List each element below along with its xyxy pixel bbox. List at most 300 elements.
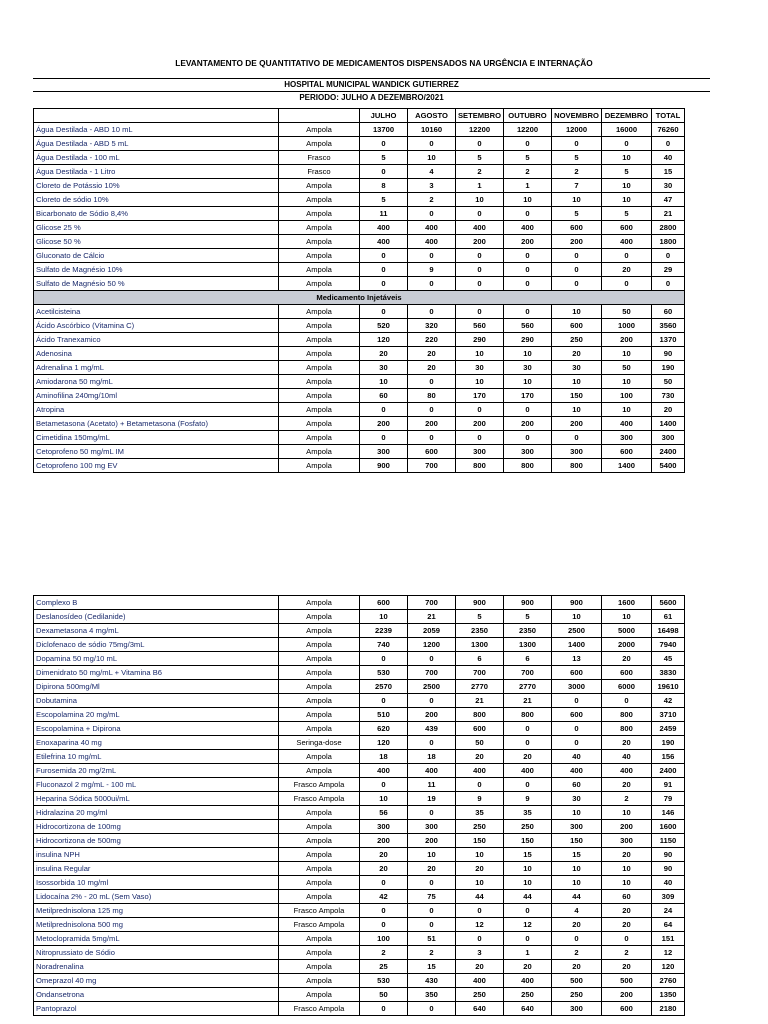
- quantity-cell: 1000: [602, 319, 652, 333]
- quantity-cell: 800: [602, 708, 652, 722]
- quantity-cell: 13: [552, 652, 602, 666]
- quantity-cell: 3: [408, 179, 456, 193]
- quantity-cell: 120: [360, 736, 408, 750]
- quantity-cell: 15: [504, 848, 552, 862]
- quantity-cell: 200: [456, 235, 504, 249]
- quantity-cell: 2: [504, 165, 552, 179]
- quantity-cell: 0: [504, 736, 552, 750]
- quantity-cell: 5: [552, 207, 602, 221]
- unit-type: Ampola: [279, 417, 360, 431]
- medication-name: Bicarbonato de Sódio 8,4%: [34, 207, 279, 221]
- table-row: [34, 193, 685, 207]
- quantity-cell: 2500: [552, 624, 602, 638]
- quantity-cell: 0: [456, 249, 504, 263]
- table-row: [34, 722, 685, 736]
- quantity-cell: 76260: [652, 123, 685, 137]
- quantity-cell: 320: [408, 319, 456, 333]
- quantity-cell: 60: [652, 305, 685, 319]
- quantity-cell: 10: [602, 151, 652, 165]
- quantity-cell: 150: [552, 834, 602, 848]
- quantity-cell: 0: [552, 932, 602, 946]
- table-row: [34, 459, 685, 473]
- quantity-cell: 700: [408, 666, 456, 680]
- table-row: [34, 221, 685, 235]
- medication-name: Isossorbida 10 mg/ml: [34, 876, 279, 890]
- quantity-cell: 5600: [652, 596, 685, 610]
- quantity-cell: 10: [602, 862, 652, 876]
- quantity-cell: 20: [552, 347, 602, 361]
- quantity-cell: 200: [408, 708, 456, 722]
- quantity-cell: 90: [652, 862, 685, 876]
- quantity-cell: 20: [360, 862, 408, 876]
- quantity-cell: 0: [504, 932, 552, 946]
- medication-name: Adenosina: [34, 347, 279, 361]
- period-label: PERIODO: JULHO A DEZEMBRO/2021: [33, 91, 710, 104]
- table-row: [34, 960, 685, 974]
- quantity-cell: 400: [504, 974, 552, 988]
- quantity-cell: 0: [456, 277, 504, 291]
- quantity-cell: 300: [360, 820, 408, 834]
- unit-type: Ampola: [279, 459, 360, 473]
- quantity-cell: 6: [504, 652, 552, 666]
- quantity-cell: 400: [456, 764, 504, 778]
- medication-name: Hidralazina 20 mg/ml: [34, 806, 279, 820]
- quantity-cell: 10160: [408, 123, 456, 137]
- quantity-cell: 2770: [504, 680, 552, 694]
- quantity-cell: 400: [408, 235, 456, 249]
- unit-type: Ampola: [279, 596, 360, 610]
- quantity-cell: 50: [602, 305, 652, 319]
- quantity-cell: 0: [552, 249, 602, 263]
- quantity-cell: 400: [504, 764, 552, 778]
- table-row: [34, 417, 685, 431]
- quantity-cell: 20: [504, 960, 552, 974]
- quantity-cell: 300: [408, 820, 456, 834]
- quantity-cell: 50: [456, 736, 504, 750]
- quantity-cell: 10: [602, 610, 652, 624]
- quantity-cell: 200: [552, 417, 602, 431]
- medication-name: insulina Regular: [34, 862, 279, 876]
- quantity-cell: 16000: [602, 123, 652, 137]
- quantity-cell: 12: [652, 946, 685, 960]
- medication-name: Amiodarona 50 mg/mL: [34, 375, 279, 389]
- medication-name: Ondansetrona: [34, 988, 279, 1002]
- quantity-cell: 20: [602, 918, 652, 932]
- unit-type: Ampola: [279, 249, 360, 263]
- quantity-cell: 12: [456, 918, 504, 932]
- quantity-cell: 300: [552, 445, 602, 459]
- quantity-cell: 600: [552, 221, 602, 235]
- quantity-cell: 2350: [504, 624, 552, 638]
- table-row: [34, 876, 685, 890]
- table-row: [34, 445, 685, 459]
- quantity-cell: 60: [552, 778, 602, 792]
- quantity-cell: 0: [360, 778, 408, 792]
- quantity-cell: 170: [456, 389, 504, 403]
- medication-name: Dobutamina: [34, 694, 279, 708]
- medication-name: Atropina: [34, 403, 279, 417]
- unit-type: Ampola: [279, 610, 360, 624]
- table-row: [34, 375, 685, 389]
- quantity-cell: 3: [456, 946, 504, 960]
- quantity-cell: 0: [504, 722, 552, 736]
- quantity-cell: 0: [552, 694, 602, 708]
- unit-type: Ampola: [279, 974, 360, 988]
- quantity-cell: 200: [408, 834, 456, 848]
- table-row: [34, 736, 685, 750]
- quantity-cell: 21: [456, 694, 504, 708]
- quantity-cell: 0: [408, 277, 456, 291]
- quantity-cell: 35: [456, 806, 504, 820]
- quantity-cell: 0: [456, 263, 504, 277]
- unit-type: Ampola: [279, 277, 360, 291]
- table-row: [34, 778, 685, 792]
- quantity-cell: 13700: [360, 123, 408, 137]
- quantity-cell: 35: [504, 806, 552, 820]
- quantity-cell: 20: [360, 347, 408, 361]
- unit-type: Frasco: [279, 165, 360, 179]
- quantity-cell: 20: [552, 918, 602, 932]
- quantity-cell: 2400: [652, 445, 685, 459]
- quantity-cell: 0: [552, 277, 602, 291]
- quantity-cell: 400: [360, 764, 408, 778]
- quantity-cell: 0: [408, 736, 456, 750]
- quantity-cell: 510: [360, 708, 408, 722]
- quantity-cell: 12200: [504, 123, 552, 137]
- quantity-cell: 40: [652, 151, 685, 165]
- quantity-cell: 0: [360, 165, 408, 179]
- quantity-cell: 10: [504, 375, 552, 389]
- table-row: [34, 946, 685, 960]
- table-row: [34, 666, 685, 680]
- quantity-cell: 1: [504, 946, 552, 960]
- quantity-cell: 0: [652, 137, 685, 151]
- table-row: [34, 918, 685, 932]
- quantity-cell: 18: [408, 750, 456, 764]
- quantity-cell: 530: [360, 666, 408, 680]
- table-row: [34, 680, 685, 694]
- medication-table-page2: [33, 595, 685, 1016]
- quantity-cell: 730: [652, 389, 685, 403]
- quantity-cell: 350: [408, 988, 456, 1002]
- quantity-cell: 0: [504, 277, 552, 291]
- unit-type: Ampola: [279, 876, 360, 890]
- quantity-cell: 3830: [652, 666, 685, 680]
- quantity-cell: 25: [360, 960, 408, 974]
- quantity-cell: 2: [552, 165, 602, 179]
- unit-type: Ampola: [279, 764, 360, 778]
- quantity-cell: 5000: [602, 624, 652, 638]
- quantity-cell: 0: [360, 904, 408, 918]
- quantity-cell: 51: [408, 932, 456, 946]
- quantity-cell: 10: [504, 876, 552, 890]
- table-row: [34, 389, 685, 403]
- quantity-cell: 900: [456, 596, 504, 610]
- quantity-cell: 900: [552, 596, 602, 610]
- quantity-cell: 0: [408, 1002, 456, 1016]
- quantity-cell: 0: [360, 431, 408, 445]
- unit-type: Ampola: [279, 445, 360, 459]
- medication-name: Cloreto de sódio 10%: [34, 193, 279, 207]
- quantity-cell: 0: [552, 263, 602, 277]
- quantity-cell: 21: [652, 207, 685, 221]
- quantity-cell: 10: [456, 347, 504, 361]
- medication-name: Água Destilada - 100 mL: [34, 151, 279, 165]
- quantity-cell: 64: [652, 918, 685, 932]
- hospital-name: HOSPITAL MUNICIPAL WANDICK GUTIERREZ: [33, 78, 710, 91]
- medication-name: Dexametasona 4 mg/mL: [34, 624, 279, 638]
- quantity-cell: 40: [552, 750, 602, 764]
- quantity-cell: 0: [504, 137, 552, 151]
- quantity-cell: 5: [504, 151, 552, 165]
- quantity-cell: 10: [408, 848, 456, 862]
- quantity-cell: 290: [456, 333, 504, 347]
- unit-type: Ampola: [279, 680, 360, 694]
- quantity-cell: 0: [456, 137, 504, 151]
- quantity-cell: 10: [504, 347, 552, 361]
- quantity-cell: 0: [360, 1002, 408, 1016]
- quantity-cell: 7: [552, 179, 602, 193]
- quantity-cell: 20: [652, 403, 685, 417]
- quantity-cell: 21: [408, 610, 456, 624]
- quantity-cell: 6: [456, 652, 504, 666]
- unit-type: Ampola: [279, 389, 360, 403]
- table-row: [34, 904, 685, 918]
- quantity-cell: 300: [360, 445, 408, 459]
- quantity-cell: 5: [602, 165, 652, 179]
- quantity-cell: 200: [602, 988, 652, 1002]
- quantity-cell: 0: [360, 137, 408, 151]
- quantity-cell: 0: [408, 431, 456, 445]
- unit-type: Frasco Ampola: [279, 792, 360, 806]
- quantity-cell: 200: [504, 235, 552, 249]
- quantity-cell: 530: [360, 974, 408, 988]
- quantity-cell: 1150: [652, 834, 685, 848]
- quantity-cell: 44: [456, 890, 504, 904]
- quantity-cell: 800: [456, 708, 504, 722]
- quantity-cell: 42: [360, 890, 408, 904]
- quantity-cell: 2: [456, 165, 504, 179]
- quantity-cell: 20: [602, 652, 652, 666]
- table-row: [34, 263, 685, 277]
- quantity-cell: 20: [360, 848, 408, 862]
- quantity-cell: 5400: [652, 459, 685, 473]
- quantity-cell: 200: [602, 820, 652, 834]
- unit-type: Ampola: [279, 305, 360, 319]
- quantity-cell: 60: [602, 890, 652, 904]
- quantity-cell: 1200: [408, 638, 456, 652]
- table-row: [34, 750, 685, 764]
- quantity-cell: 20: [602, 736, 652, 750]
- table-row: [34, 235, 685, 249]
- medication-name: insulina NPH: [34, 848, 279, 862]
- table-row: [34, 610, 685, 624]
- quantity-cell: 44: [504, 890, 552, 904]
- quantity-cell: 1370: [652, 333, 685, 347]
- table-row: [34, 165, 685, 179]
- unit-type: Ampola: [279, 988, 360, 1002]
- quantity-cell: 40: [602, 750, 652, 764]
- quantity-cell: 0: [552, 431, 602, 445]
- medication-name: Diclofenaco de sódio 75mg/3mL: [34, 638, 279, 652]
- quantity-cell: 0: [652, 249, 685, 263]
- quantity-cell: 200: [360, 834, 408, 848]
- column-header: SETEMBRO: [456, 109, 504, 123]
- quantity-cell: 250: [552, 988, 602, 1002]
- quantity-cell: 800: [504, 708, 552, 722]
- quantity-cell: 42: [652, 694, 685, 708]
- quantity-cell: 0: [602, 249, 652, 263]
- quantity-cell: 20: [602, 263, 652, 277]
- unit-type: Ampola: [279, 946, 360, 960]
- quantity-cell: 12200: [456, 123, 504, 137]
- quantity-cell: 20: [602, 960, 652, 974]
- quantity-cell: 11: [360, 207, 408, 221]
- quantity-cell: 250: [504, 988, 552, 1002]
- quantity-cell: 3710: [652, 708, 685, 722]
- quantity-cell: 15: [552, 848, 602, 862]
- unit-type: Ampola: [279, 235, 360, 249]
- quantity-cell: 10: [456, 193, 504, 207]
- unit-type: Ampola: [279, 960, 360, 974]
- table-row: [34, 361, 685, 375]
- unit-type: Ampola: [279, 347, 360, 361]
- quantity-cell: 10: [408, 151, 456, 165]
- quantity-cell: 2350: [456, 624, 504, 638]
- quantity-cell: 1600: [652, 820, 685, 834]
- quantity-cell: 79: [652, 792, 685, 806]
- quantity-cell: 0: [360, 305, 408, 319]
- quantity-cell: 3560: [652, 319, 685, 333]
- quantity-cell: 151: [652, 932, 685, 946]
- unit-type: Ampola: [279, 708, 360, 722]
- quantity-cell: 0: [408, 904, 456, 918]
- column-header: [279, 109, 360, 123]
- table-row: [34, 305, 685, 319]
- quantity-cell: 10: [360, 375, 408, 389]
- quantity-cell: 2180: [652, 1002, 685, 1016]
- quantity-cell: 400: [456, 221, 504, 235]
- quantity-cell: 30: [552, 361, 602, 375]
- medication-name: Escopolamina 20 mg/mL: [34, 708, 279, 722]
- quantity-cell: 0: [504, 403, 552, 417]
- quantity-cell: 900: [360, 459, 408, 473]
- quantity-cell: 19610: [652, 680, 685, 694]
- medication-name: Hidrocortizona de 500mg: [34, 834, 279, 848]
- unit-type: Seringa-dose: [279, 736, 360, 750]
- quantity-cell: 0: [456, 431, 504, 445]
- quantity-cell: 439: [408, 722, 456, 736]
- quantity-cell: 600: [602, 221, 652, 235]
- column-header: AGOSTO: [408, 109, 456, 123]
- quantity-cell: 400: [602, 417, 652, 431]
- quantity-cell: 0: [408, 652, 456, 666]
- unit-type: Frasco Ampola: [279, 778, 360, 792]
- quantity-cell: 20: [408, 862, 456, 876]
- unit-type: Ampola: [279, 137, 360, 151]
- quantity-cell: 1600: [602, 596, 652, 610]
- medication-name: Pantoprazol: [34, 1002, 279, 1016]
- quantity-cell: 9: [504, 792, 552, 806]
- quantity-cell: 300: [552, 1002, 602, 1016]
- unit-type: Ampola: [279, 263, 360, 277]
- quantity-cell: 2: [552, 946, 602, 960]
- medication-name: Noradrenalina: [34, 960, 279, 974]
- quantity-cell: 0: [602, 137, 652, 151]
- column-header: OUTUBRO: [504, 109, 552, 123]
- quantity-cell: 90: [652, 848, 685, 862]
- quantity-cell: 5: [360, 193, 408, 207]
- medication-name: Omeprazol 40 mg: [34, 974, 279, 988]
- medication-name: Escopolamina + Dipirona: [34, 722, 279, 736]
- quantity-cell: 560: [504, 319, 552, 333]
- unit-type: Ampola: [279, 848, 360, 862]
- column-header: DEZEMBRO: [602, 109, 652, 123]
- medication-name: Dipirona 500mg/Ml: [34, 680, 279, 694]
- quantity-cell: 2239: [360, 624, 408, 638]
- quantity-cell: 30: [360, 361, 408, 375]
- quantity-cell: 10: [602, 193, 652, 207]
- quantity-cell: 0: [408, 876, 456, 890]
- medication-name: Sulfato de Magnésio 50 %: [34, 277, 279, 291]
- table-row: [34, 820, 685, 834]
- quantity-cell: 20: [602, 778, 652, 792]
- quantity-cell: 5: [602, 207, 652, 221]
- quantity-cell: 0: [408, 305, 456, 319]
- quantity-cell: 2459: [652, 722, 685, 736]
- quantity-cell: 0: [602, 277, 652, 291]
- quantity-cell: 700: [504, 666, 552, 680]
- column-header: TOTAL: [652, 109, 685, 123]
- quantity-cell: 10: [602, 179, 652, 193]
- column-header: JULHO: [360, 109, 408, 123]
- table-row: [34, 333, 685, 347]
- medication-name: Dimenidrato 50 mg/mL + Vitamina B6: [34, 666, 279, 680]
- unit-type: Ampola: [279, 403, 360, 417]
- quantity-cell: 600: [602, 666, 652, 680]
- unit-type: Ampola: [279, 820, 360, 834]
- table-row: [34, 596, 685, 610]
- medication-name: Adrenalina 1 mg/mL: [34, 361, 279, 375]
- quantity-cell: 0: [360, 263, 408, 277]
- quantity-cell: 2400: [652, 764, 685, 778]
- quantity-cell: 11: [408, 778, 456, 792]
- quantity-cell: 100: [602, 389, 652, 403]
- medication-name: Complexo B: [34, 596, 279, 610]
- medication-name: Etilefrina 10 mg/mL: [34, 750, 279, 764]
- table-row: [34, 974, 685, 988]
- medication-name: Água Destilada - ABD 10 mL: [34, 123, 279, 137]
- quantity-cell: 10: [552, 876, 602, 890]
- quantity-cell: 56: [360, 806, 408, 820]
- medication-name: Água Destilada - ABD 5 mL: [34, 137, 279, 151]
- quantity-cell: 0: [456, 932, 504, 946]
- quantity-cell: 4: [552, 904, 602, 918]
- quantity-cell: 800: [602, 722, 652, 736]
- quantity-cell: 29: [652, 263, 685, 277]
- quantity-cell: 430: [408, 974, 456, 988]
- table-row: [34, 624, 685, 638]
- quantity-cell: 0: [408, 806, 456, 820]
- quantity-cell: 90: [652, 347, 685, 361]
- quantity-cell: 19: [408, 792, 456, 806]
- quantity-cell: 6000: [602, 680, 652, 694]
- quantity-cell: 156: [652, 750, 685, 764]
- quantity-cell: 120: [652, 960, 685, 974]
- quantity-cell: 250: [552, 333, 602, 347]
- quantity-cell: 170: [504, 389, 552, 403]
- quantity-cell: 0: [456, 403, 504, 417]
